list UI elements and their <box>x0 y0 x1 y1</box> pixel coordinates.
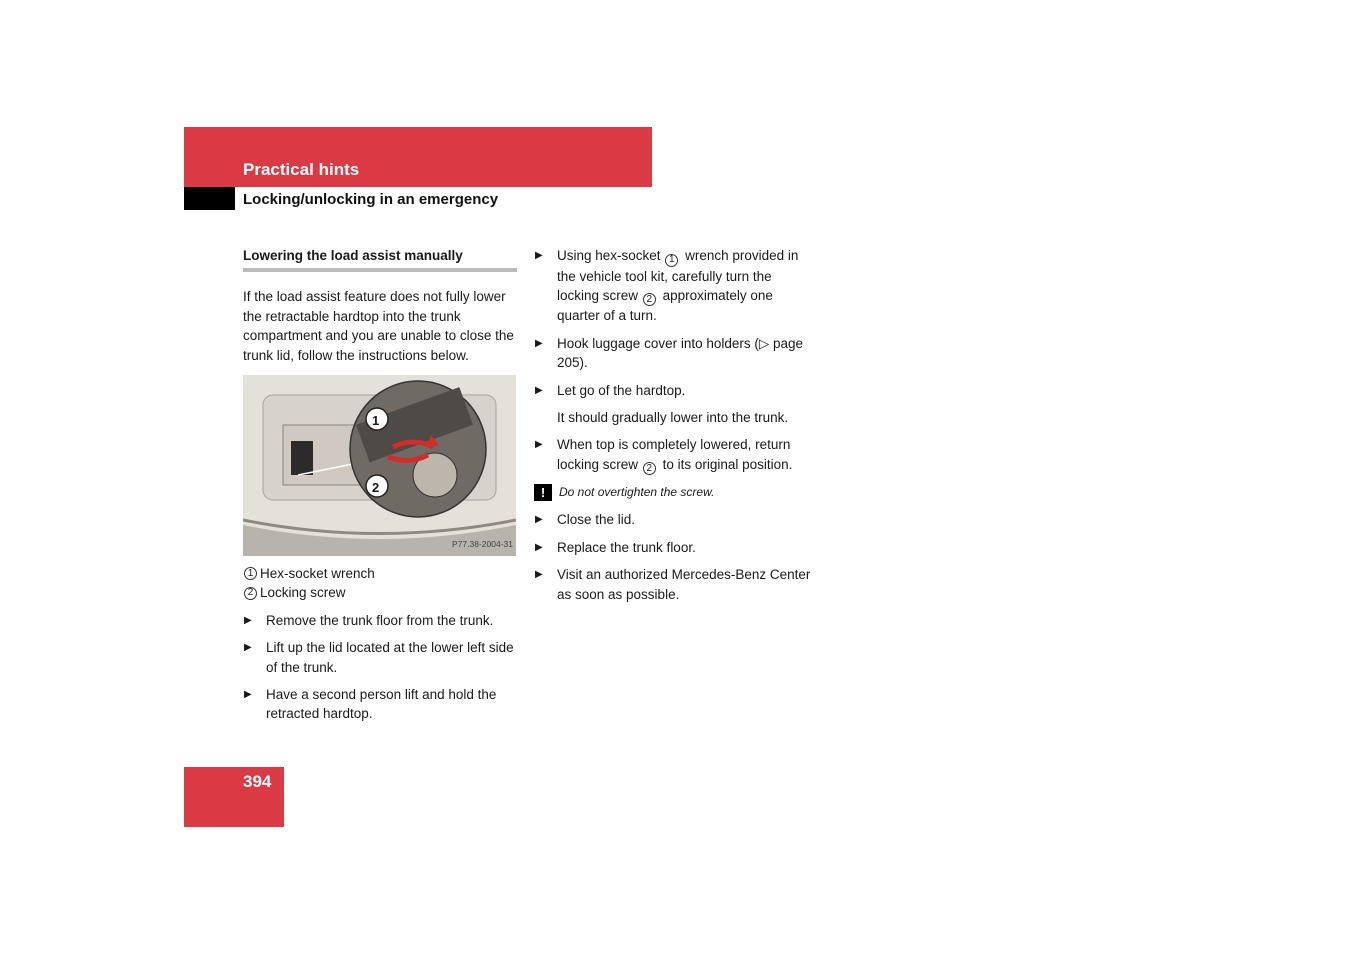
step-item: ▶ Visit an authorized Mercedes-Benz Center as soon as possible. <box>535 567 811 602</box>
step-item: ▶ Have a second person lift and hold the retracted hardtop. <box>244 687 497 722</box>
triangle-right-icon: ▶ <box>535 337 543 349</box>
step-item: ▶ Let go of the hardtop. <box>534 381 814 400</box>
procedure-heading: Lowering the load assist manually <box>243 246 517 272</box>
triangle-right-icon: ▶ <box>535 384 543 396</box>
trunk-figure <box>243 375 516 556</box>
triangle-right-icon: ▶ <box>535 514 543 526</box>
legend-item <box>243 564 517 583</box>
number-2-icon: 2 <box>643 462 656 475</box>
triangle-right-icon: ▶ <box>244 642 252 654</box>
step-item: ▶ Using hex-socket 1 wrench provided in the vehicle tool kit, carefully turn the locking screw 2 approximately one quarter of a turn. <box>535 248 799 324</box>
warning-note <box>534 483 814 502</box>
legend-text: Hex-socket wrench <box>260 566 375 582</box>
triangle-right-icon: ▶ <box>535 541 543 553</box>
trunk-illustration <box>243 375 516 556</box>
triangle-right-icon: ▶ <box>535 250 543 261</box>
left-column <box>243 246 517 732</box>
section-title: Practical hints <box>243 160 360 179</box>
callout-1: 1 <box>372 413 380 429</box>
subsection-title: Locking/unlocking in an emergency <box>243 191 499 208</box>
number-2-icon: 2 <box>643 293 656 306</box>
figure-code: P77.38-2004-31 <box>452 538 513 549</box>
legend-item <box>243 583 517 602</box>
callout-2: 2 <box>372 480 380 496</box>
step-item: ▶ Lift up the lid located at the lower left side of the trunk. <box>244 640 514 675</box>
legend-text: Locking screw <box>260 585 346 601</box>
number-1-icon: 1 <box>244 567 257 580</box>
exclamation-icon: ! <box>534 484 552 501</box>
step-item: ▶ When top is completely lowered, return locking screw 2 to its original position. <box>535 437 793 474</box>
triangle-right-icon: ▶ <box>535 569 543 581</box>
step-item: ▶ Close the lid. <box>534 510 814 529</box>
step-note: It should gradually lower into the trunk. <box>557 410 789 426</box>
step-item: ▶ Replace the trunk floor. <box>534 538 814 557</box>
triangle-right-icon: ▶ <box>244 614 252 626</box>
triangle-right-icon: ▶ <box>535 439 543 451</box>
intro-paragraph: If the load assist feature does not fully lower the retractable hardtop into the trunk compartment and you are unable to close the trunk lid, follow the instructions below. <box>243 289 514 363</box>
warning-text: Do not overtighten the screw. <box>559 485 715 500</box>
step-item: ▶ Hook luggage cover into holders (▷ page 205). <box>535 335 804 371</box>
header-black-tab <box>184 187 235 210</box>
right-column <box>534 246 814 612</box>
number-1-icon: 1 <box>665 254 678 267</box>
number-2-icon: 2 <box>244 587 257 600</box>
step-item: ▶ Remove the trunk floor from the trunk. <box>243 611 517 630</box>
page-number: 394 <box>243 772 272 791</box>
triangle-right-icon: ▶ <box>244 689 252 701</box>
